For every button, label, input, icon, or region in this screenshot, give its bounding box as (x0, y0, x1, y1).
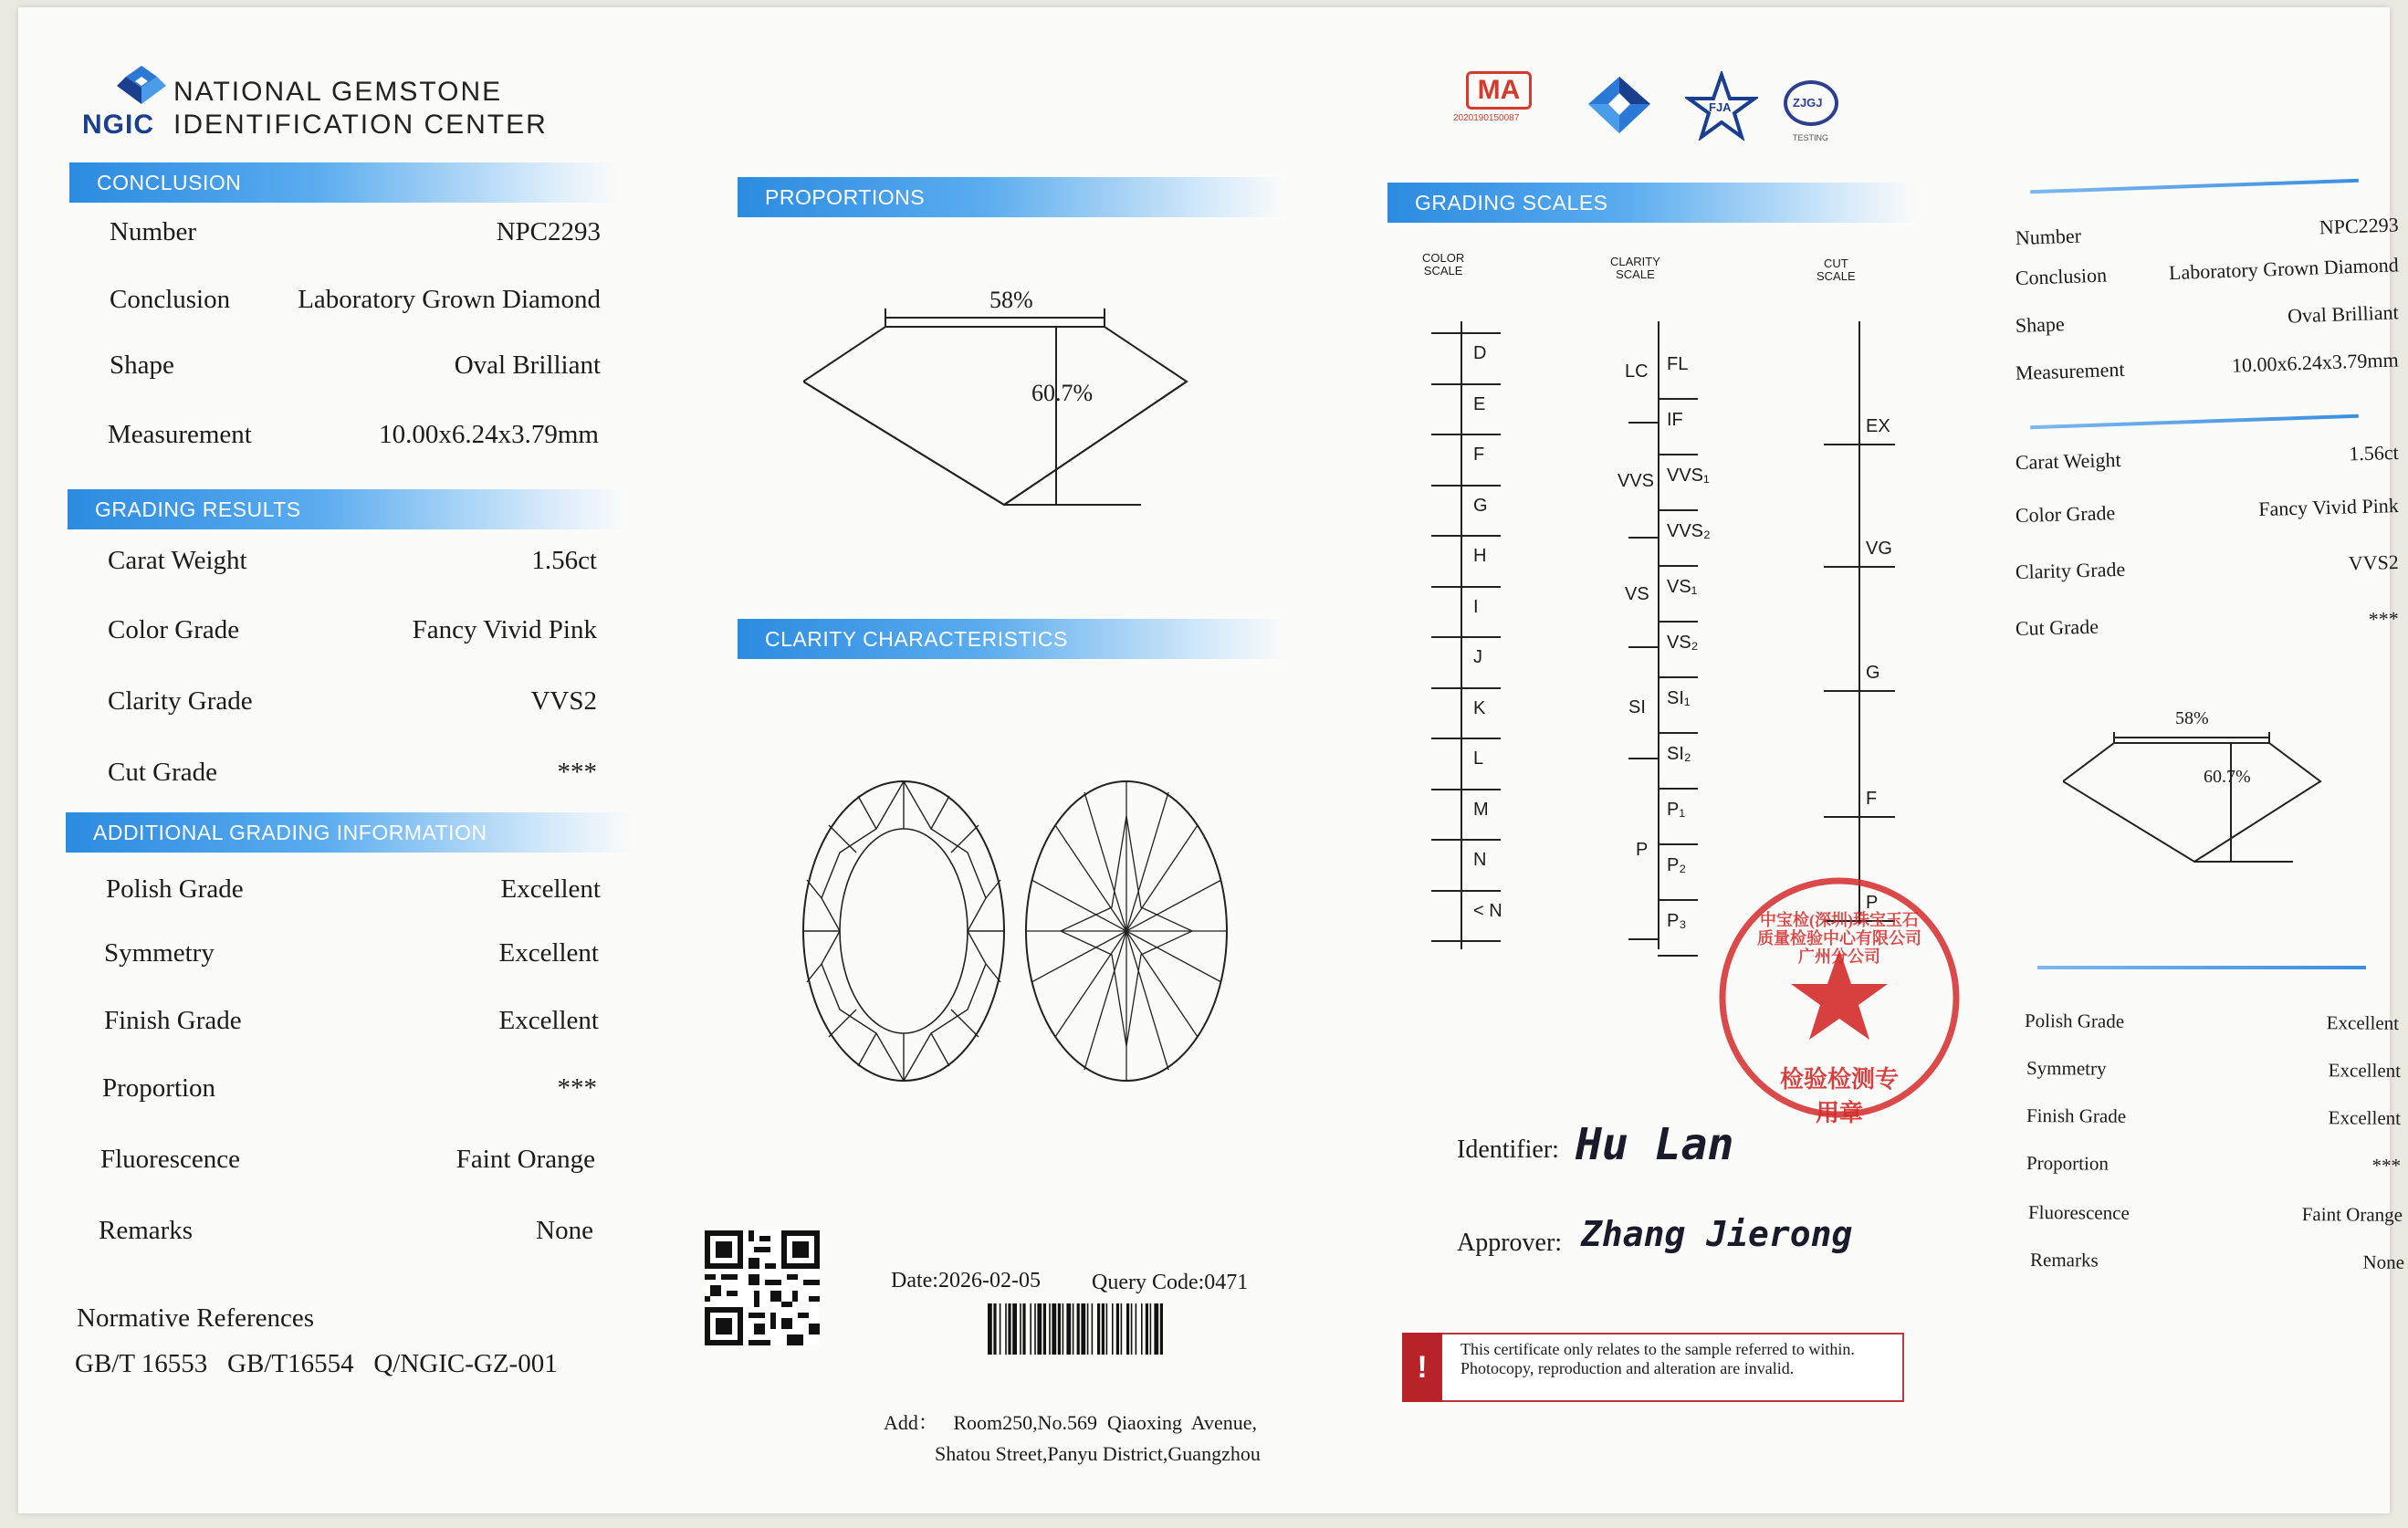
color-scale-tick (1431, 434, 1501, 435)
query-code: Query Code:0471 (1092, 1271, 1249, 1294)
summary-conclusion-value: Laboratory Grown Diamond (2168, 253, 2400, 285)
section-additional: ADDITIONAL GRADING INFORMATION (66, 812, 632, 853)
summary-finish-grade-value: Excellent (2328, 1106, 2402, 1129)
issue-date: Date:2026-02-05 (891, 1269, 1041, 1293)
ma-badge-text: MA (1466, 71, 1532, 110)
row-proportion (102, 1073, 597, 1110)
barcode-bar (1136, 1303, 1137, 1355)
summary-mid-rule (2030, 414, 2359, 430)
summary-shape-label: Shape (2015, 312, 2066, 337)
cut-scale-tick (1824, 444, 1895, 445)
ma-badge-number: 2020190150087 (1453, 113, 1520, 123)
summary-finish-grade-label: Finish Grade (2026, 1104, 2127, 1127)
summary-row-clarity-grade (2015, 550, 2400, 591)
cut-scale-tick (1824, 816, 1895, 818)
certificate-sheet (18, 7, 2405, 1513)
color-scale-title: COLOR SCALE (1422, 251, 1465, 277)
section-grading-scales: GRADING SCALES (1387, 183, 1917, 223)
row-remarks (99, 1216, 593, 1252)
cut-scale-axis (1858, 321, 1860, 924)
cut-scale-label-2: G (1866, 663, 1880, 683)
row-color-grade (108, 615, 597, 652)
proportion-value: *** (557, 1073, 597, 1103)
barcode-bar (1008, 1303, 1010, 1355)
measurement-label: Measurement (108, 420, 252, 449)
section-proportions: PROPORTIONS (738, 177, 1285, 217)
clarity-scale-label-4: VS₁ (1667, 577, 1698, 597)
summary-clarity-grade-value: VVS2 (2348, 550, 2400, 575)
clarity-scale-label-0: FL (1667, 354, 1689, 374)
summary-carat-weight-value: 1.56ct (2349, 441, 2400, 466)
row-carat-weight (108, 546, 597, 582)
clarity-grade-label: Clarity Grade (108, 686, 253, 716)
clarity-scale-tick (1658, 955, 1698, 957)
barcode[interactable] (986, 1303, 1287, 1355)
cut-scale-label-0: EX (1866, 416, 1890, 436)
summary-measurement-value: 10.00x6.24x3.79mm (2231, 348, 2400, 377)
color-scale-tick (1431, 687, 1501, 689)
row-clarity-grade (108, 686, 597, 723)
clarity-scale-tick (1658, 788, 1698, 790)
color-scale-axis (1461, 321, 1462, 949)
summary-row-remarks (2030, 1249, 2404, 1282)
clarity-scale-label-3: VVS₂ (1667, 521, 1711, 541)
clarity-group-separator (1628, 758, 1659, 759)
summary-row-symmetry (2026, 1057, 2401, 1091)
barcode-bar (1106, 1303, 1108, 1355)
cut-scale-label-4: P (1866, 893, 1879, 913)
summary-row-measurement (2015, 348, 2399, 392)
zjgj-testing-text: TESTING (1793, 133, 1829, 142)
barcode-bar (988, 1303, 992, 1355)
clarity-plot-crown (801, 780, 1006, 1083)
clarity-scale-tick (1658, 899, 1698, 901)
clarity-scale-tick (1658, 676, 1698, 678)
summary-row-finish-grade (2026, 1104, 2401, 1138)
approver-label: Approver: (1457, 1229, 1563, 1257)
summary-carat-weight-label: Carat Weight (2015, 447, 2121, 474)
barcode-bar (1154, 1303, 1158, 1355)
clarity-plot-pavilion (1024, 780, 1229, 1083)
proportion-diagram (803, 281, 1196, 518)
clarity-group-separator (1628, 646, 1659, 648)
barcode-bar (1012, 1303, 1017, 1355)
fluorescence-label: Fluorescence (100, 1145, 240, 1174)
clarity-group-label-2: VS (1625, 584, 1649, 604)
row-polish-grade (106, 874, 601, 911)
clarity-scale-label-5: VS₂ (1667, 633, 1699, 653)
cut-scale-tick (1824, 690, 1895, 692)
summary-top-rule (2030, 179, 2359, 194)
notice-icon: ! (1402, 1333, 1442, 1402)
color-scale-label-10: N (1473, 850, 1487, 870)
clarity-group-separator (1628, 537, 1659, 539)
barcode-bar (1077, 1303, 1080, 1355)
clarity-scale-label-8: P₁ (1667, 800, 1686, 820)
summary-fluorescence-value: Faint Orange (2301, 1203, 2403, 1226)
summary-proportion-value: *** (2371, 1154, 2402, 1177)
summary-card (2005, 162, 2406, 1386)
barcode-bar (1073, 1303, 1074, 1355)
barcode-bar (1131, 1303, 1133, 1355)
barcode-bar (1097, 1303, 1100, 1355)
summary-shape-value: Oval Brilliant (2287, 300, 2400, 328)
seal-bottom-text: 检验检测专用章 (1779, 1066, 1899, 1126)
summary-proportion-label: Proportion (2026, 1152, 2109, 1175)
barcode-bar (1020, 1303, 1021, 1355)
notice-box (1402, 1333, 1904, 1402)
barcode-bar (993, 1303, 996, 1355)
color-scale-label-8: L (1473, 748, 1484, 769)
clarity-scale-tick (1658, 621, 1698, 623)
color-scale-label-5: I (1473, 596, 1479, 617)
fja-badge (1685, 71, 1758, 141)
color-scale-tick (1431, 535, 1501, 537)
summary-proportion-diagram (2063, 717, 2328, 874)
clarity-scale-tick (1658, 565, 1698, 567)
row-finish-grade (104, 1006, 599, 1042)
summary-row-shape (2015, 300, 2399, 345)
carat-weight-label: Carat Weight (108, 546, 247, 575)
summary-clarity-grade-label: Clarity Grade (2015, 557, 2126, 583)
ngic-diamond-icon (110, 64, 173, 108)
number-value: NPC2293 (496, 217, 601, 246)
summary-row-color-grade (2015, 494, 2400, 535)
summary-row-fluorescence (2028, 1201, 2403, 1235)
summary-proportion-table: 58% (2172, 708, 2212, 729)
clarity-grade-value: VVS2 (530, 686, 597, 716)
cut-grade-label: Cut Grade (108, 758, 217, 787)
org-name-line2: IDENTIFICATION CENTER (173, 110, 548, 140)
color-grade-label: Color Grade (108, 615, 240, 644)
barcode-bar (1005, 1303, 1007, 1355)
barcode-bar (1022, 1303, 1025, 1355)
approver-signature: Zhang Jierong (1581, 1214, 1853, 1254)
carat-weight-value: 1.56ct (531, 546, 597, 575)
section-grading-results: GRADING RESULTS (68, 489, 624, 529)
barcode-bar (1146, 1303, 1148, 1355)
color-scale-tick (1431, 940, 1501, 942)
row-symmetry (104, 938, 599, 975)
cut-grade-value: *** (557, 758, 597, 787)
color-scale-tick (1431, 586, 1501, 588)
finish-grade-value: Excellent (498, 1006, 599, 1035)
color-scale-tick (1431, 383, 1501, 385)
summary-fluorescence-label: Fluorescence (2027, 1201, 2130, 1224)
symmetry-value: Excellent (498, 938, 599, 968)
remarks-value: None (536, 1216, 593, 1245)
row-cut-grade (108, 758, 597, 794)
summary-measurement-label: Measurement (2015, 357, 2125, 384)
color-scale-label-2: F (1473, 445, 1485, 465)
clarity-scale-title: CLARITY SCALE (1610, 255, 1660, 281)
summary-polish-grade-value: Excellent (2326, 1011, 2400, 1034)
barcode-bar (1121, 1303, 1123, 1355)
clarity-group-separator (1628, 938, 1659, 940)
zjgj-badge-text: ZJGJ (1793, 96, 1823, 110)
shape-label: Shape (110, 351, 174, 380)
clarity-scale-label-9: P₂ (1667, 855, 1687, 875)
ma-badge (1453, 71, 1544, 141)
color-scale-label-11: < N (1473, 900, 1502, 921)
barcode-bar (1081, 1303, 1085, 1355)
barcode-bar (1092, 1303, 1094, 1355)
proportion-label: Proportion (102, 1073, 216, 1103)
clarity-scale-tick (1658, 398, 1698, 400)
clarity-scale-axis (1658, 321, 1659, 949)
seal-ring-text: 中宝检(深圳)珠宝玉石质量检验中心有限公司广州分公司 (1757, 911, 1921, 966)
color-scale-tick (1431, 789, 1501, 790)
clarity-group-label-0: LC (1625, 361, 1649, 382)
barcode-bar (1058, 1303, 1061, 1355)
cut-scale-title: CUT SCALE (1816, 256, 1856, 283)
barcode-bar (1063, 1303, 1064, 1355)
clarity-scale-label-10: P₃ (1667, 911, 1687, 931)
barcode-bar (1034, 1303, 1036, 1355)
barcode-bar (1066, 1303, 1071, 1355)
barcode-bar (1037, 1303, 1042, 1355)
summary-color-grade-value: Fancy Vivid Pink (2257, 494, 2400, 521)
color-scale-label-7: K (1473, 697, 1486, 718)
summary-number-value: NPC2293 (2319, 213, 2400, 239)
clarity-scale-tick (1658, 732, 1698, 734)
summary-row-proportion (2026, 1152, 2401, 1186)
polish-grade-value: Excellent (500, 874, 601, 904)
section-conclusion: CONCLUSION (69, 162, 617, 203)
color-scale-label-4: H (1473, 546, 1487, 566)
remarks-label: Remarks (99, 1216, 194, 1245)
notice-text: This certificate only relates to the sample referred to within. Photocopy, reproduction and alteration are invalid. (1461, 1340, 1855, 1377)
inspection-seal (1716, 874, 1963, 1126)
summary-polish-grade-label: Polish Grade (2024, 1010, 2125, 1032)
color-scale-label-0: D (1473, 343, 1487, 363)
identifier-signature: Hu Lan (1576, 1119, 1734, 1170)
summary-symmetry-label: Symmetry (2026, 1057, 2107, 1080)
clarity-group-label-1: VVS (1618, 471, 1655, 491)
row-number (110, 217, 601, 254)
shape-value: Oval Brilliant (454, 351, 601, 380)
summary-cut-grade-value: *** (2368, 607, 2400, 631)
color-scale-tick (1431, 332, 1501, 334)
conclusion-value: Laboratory Grown Diamond (298, 285, 601, 314)
clarity-scale-label-6: SI₁ (1667, 688, 1691, 708)
color-scale-label-9: M (1473, 799, 1489, 820)
summary-remarks-value: None (2362, 1251, 2405, 1273)
color-scale-tick (1431, 485, 1501, 487)
color-grade-value: Fancy Vivid Pink (412, 615, 597, 644)
summary-row-number (2015, 213, 2399, 257)
summary-cut-grade-label: Cut Grade (2015, 614, 2099, 640)
conclusion-label: Conclusion (110, 285, 231, 314)
clarity-scale-tick (1658, 509, 1698, 511)
normative-references-title: Normative References (77, 1303, 315, 1333)
finish-grade-label: Finish Grade (104, 1006, 242, 1035)
barcode-bar (1116, 1303, 1119, 1355)
color-scale-label-6: J (1473, 647, 1482, 667)
summary-number-label: Number (2015, 224, 2082, 249)
barcode-bar (1030, 1303, 1031, 1355)
cut-scale-label-1: VG (1866, 539, 1892, 559)
address-line2: Shatou Street,Panyu District,Guangzhou (935, 1442, 1261, 1465)
ngic-logo-text: NGIC (82, 110, 154, 140)
color-scale-tick (1431, 738, 1501, 739)
summary-row-carat-weight (2015, 441, 2400, 482)
barcode-bar (1112, 1303, 1114, 1355)
clarity-scale-label-1: IF (1667, 410, 1683, 430)
org-name-line1: NATIONAL GEMSTONE (173, 77, 503, 107)
summary-row-polish-grade (2025, 1010, 2399, 1043)
address-line1: Add： Room250,No.569 Qiaoxing Avenue, (884, 1411, 1258, 1434)
cut-scale-label-3: F (1866, 789, 1878, 809)
color-scale-tick (1431, 890, 1501, 892)
barcode-bar (1052, 1303, 1056, 1355)
fja-badge-text: FJA (1709, 100, 1732, 114)
zjgj-badge (1780, 80, 1846, 148)
summary-proportion-depth: 60.7% (2204, 767, 2251, 787)
clarity-group-label-4: P (1636, 840, 1649, 860)
summary-symmetry-value: Excellent (2328, 1059, 2402, 1082)
barcode-bar (1150, 1303, 1152, 1355)
cut-scale-tick (1824, 566, 1895, 568)
color-scale-label-3: G (1473, 495, 1488, 516)
proportion-depth-label: 60.7% (1031, 380, 1094, 406)
barcode-bar (1141, 1303, 1143, 1355)
barcode-bar (1087, 1303, 1089, 1355)
row-shape (110, 351, 601, 387)
summary-row-conclusion (2015, 253, 2399, 298)
summary-conclusion-label: Conclusion (2015, 263, 2108, 289)
polish-grade-label: Polish Grade (106, 874, 244, 904)
barcode-bar (1160, 1303, 1163, 1355)
summary-bottom-rule (2037, 966, 2366, 969)
row-measurement (108, 420, 599, 456)
ngic-badge-icon (1585, 73, 1654, 137)
row-conclusion (110, 285, 601, 321)
fluorescence-value: Faint Orange (455, 1145, 595, 1174)
proportion-table-label: 58% (986, 287, 1037, 314)
clarity-scale-tick (1658, 454, 1698, 455)
section-clarity-characteristics: CLARITY CHARACTERISTICS (738, 619, 1285, 659)
clarity-scale-label-7: SI₂ (1667, 744, 1691, 764)
clarity-group-label-3: SI (1628, 697, 1646, 717)
qr-code[interactable] (705, 1230, 820, 1345)
color-scale-label-1: E (1473, 393, 1486, 414)
identifier-label: Identifier: (1457, 1136, 1559, 1164)
color-scale-tick (1431, 636, 1501, 638)
barcode-bar (1000, 1303, 1001, 1355)
number-label: Number (110, 217, 197, 246)
clarity-scale-label-2: VVS₁ (1667, 466, 1710, 486)
symmetry-label: Symmetry (104, 938, 215, 968)
ngic-logo (82, 64, 183, 146)
measurement-value: 10.00x6.24x3.79mm (379, 420, 599, 449)
clarity-group-separator (1628, 422, 1659, 424)
row-fluorescence (100, 1145, 595, 1181)
summary-row-cut-grade (2015, 607, 2400, 648)
barcode-bar (1126, 1303, 1129, 1355)
summary-remarks-label: Remarks (2029, 1249, 2099, 1272)
summary-color-grade-label: Color Grade (2015, 501, 2116, 527)
barcode-bar (1049, 1303, 1051, 1355)
barcode-bar (1102, 1303, 1105, 1355)
clarity-scale-tick (1658, 843, 1698, 845)
color-scale-tick (1431, 839, 1501, 841)
barcode-bar (1043, 1303, 1046, 1355)
normative-references-items: GB/T 16553 GB/T16554 Q/NGIC-GZ-001 (75, 1349, 558, 1378)
